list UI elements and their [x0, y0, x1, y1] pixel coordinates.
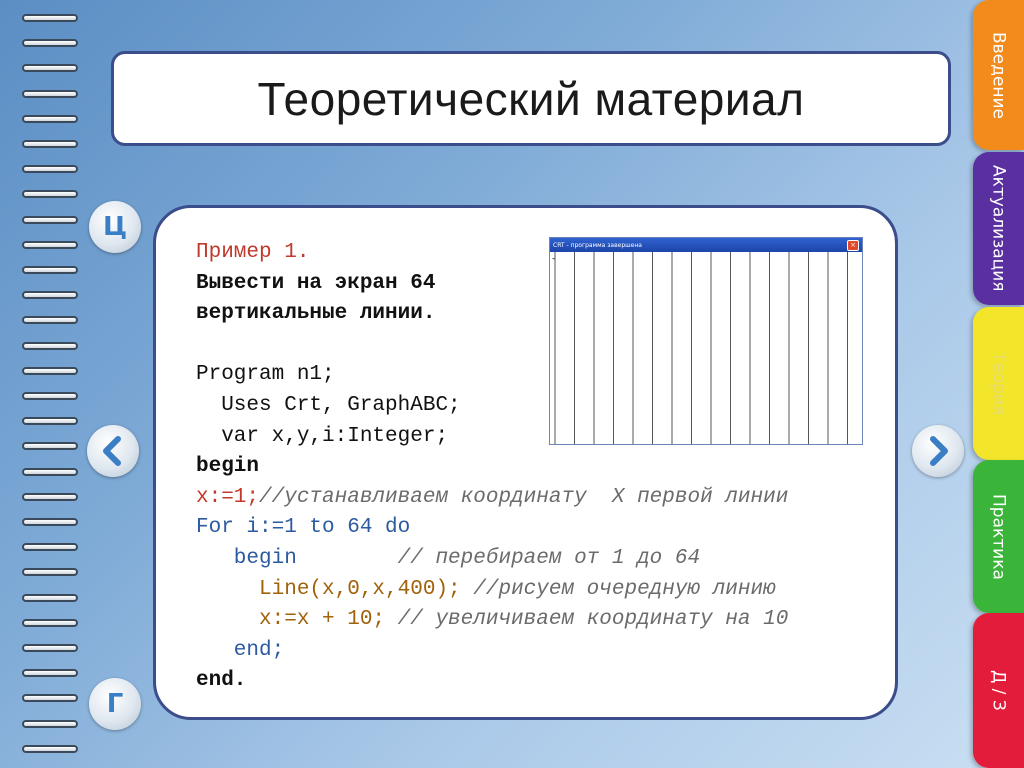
spiral-ring: [22, 241, 78, 249]
spiral-ring: [22, 342, 78, 350]
spiral-ring: [22, 442, 78, 450]
nav-button-g-label: Г: [106, 689, 124, 719]
nav-button-goals-label: Ц: [102, 212, 128, 242]
tab-theory-label: Теория: [988, 351, 1009, 416]
code-line-uses: Uses Crt, GraphABC;: [196, 393, 461, 417]
close-icon[interactable]: ×: [847, 240, 859, 251]
code-line-begin: begin: [196, 455, 260, 479]
spiral-ring: [22, 115, 78, 123]
spiral-ring: [22, 543, 78, 551]
crt-titlebar: [550, 238, 862, 252]
spiral-ring: [22, 417, 78, 425]
code-line-inner-begin: begin: [196, 546, 297, 570]
code-line-var: var x,y,i:Integer;: [196, 424, 449, 448]
code-line-init: x:=1;: [196, 485, 260, 509]
spiral-ring: [22, 619, 78, 627]
spiral-ring: [22, 568, 78, 576]
tab-intro-label: Введение: [988, 31, 1009, 119]
spiral-ring: [22, 140, 78, 148]
spiral-ring: [22, 165, 78, 173]
prev-button[interactable]: [87, 425, 139, 477]
tab-homework[interactable]: [973, 613, 1024, 768]
tab-actualization-label: Актуализация: [988, 165, 1009, 292]
spiral-ring: [22, 468, 78, 476]
spiral-ring: [22, 367, 78, 375]
page-title: Теоретический материал: [257, 72, 805, 125]
code-line-program: Program n1;: [196, 363, 335, 387]
code-comment-increment: // увеличиваем координату на 10: [385, 608, 789, 632]
spiral-ring: [22, 694, 78, 702]
chevron-right-icon: [925, 436, 951, 466]
spiral-ring: [22, 291, 78, 299]
tab-actualization[interactable]: [973, 152, 1024, 305]
crt-output-window: [549, 237, 863, 445]
spiral-ring: [22, 745, 78, 753]
tab-practice-label: Практика: [988, 493, 1009, 580]
spiral-ring: [22, 266, 78, 274]
tab-intro[interactable]: [973, 0, 1024, 150]
spiral-ring: [22, 190, 78, 198]
task-line-1: Вывести на экран 64: [196, 271, 436, 295]
crt-canvas: [550, 252, 862, 444]
nav-button-goals[interactable]: [89, 201, 141, 253]
spiral-ring: [22, 316, 78, 324]
task-line-2: вертикальные линии.: [196, 302, 436, 326]
spiral-ring: [22, 14, 78, 22]
title-panel: [111, 51, 951, 146]
spiral-ring: [22, 720, 78, 728]
nav-button-g[interactable]: [89, 678, 141, 730]
code-line-increment: x:=x + 10;: [196, 608, 386, 632]
spiral-ring: [22, 90, 78, 98]
spiral-ring: [22, 216, 78, 224]
tab-theory[interactable]: [973, 307, 1024, 460]
code-comment-init: //устанавливаем координату X первой линии: [259, 485, 789, 509]
tab-practice[interactable]: [973, 460, 1024, 613]
crt-window-title: CRT - программа завершена: [553, 241, 642, 249]
code-line-for: For i:=1 to 64 do: [196, 516, 411, 540]
tab-homework-label: Д / З: [988, 670, 1009, 711]
code-line-draw: Line(x,0,x,400);: [196, 577, 461, 601]
example-heading: Пример 1.: [196, 241, 310, 264]
code-line-end: end.: [196, 669, 247, 693]
section-tabs: [973, 0, 1024, 768]
spiral-ring: [22, 493, 78, 501]
spiral-ring: [22, 64, 78, 72]
spiral-ring: [22, 392, 78, 400]
spiral-binding: [22, 14, 82, 754]
spiral-ring: [22, 669, 78, 677]
spiral-ring: [22, 594, 78, 602]
spiral-ring: [22, 518, 78, 526]
spiral-ring: [22, 644, 78, 652]
spiral-ring: [22, 39, 78, 47]
crt-cursor: -: [552, 254, 556, 264]
chevron-left-icon: [100, 436, 126, 466]
code-comment-loop: // перебираем от 1 до 64: [296, 546, 701, 570]
code-line-inner-end: end;: [196, 638, 285, 662]
next-button[interactable]: [912, 425, 964, 477]
code-comment-draw: //рисуем очередную линию: [460, 577, 776, 601]
